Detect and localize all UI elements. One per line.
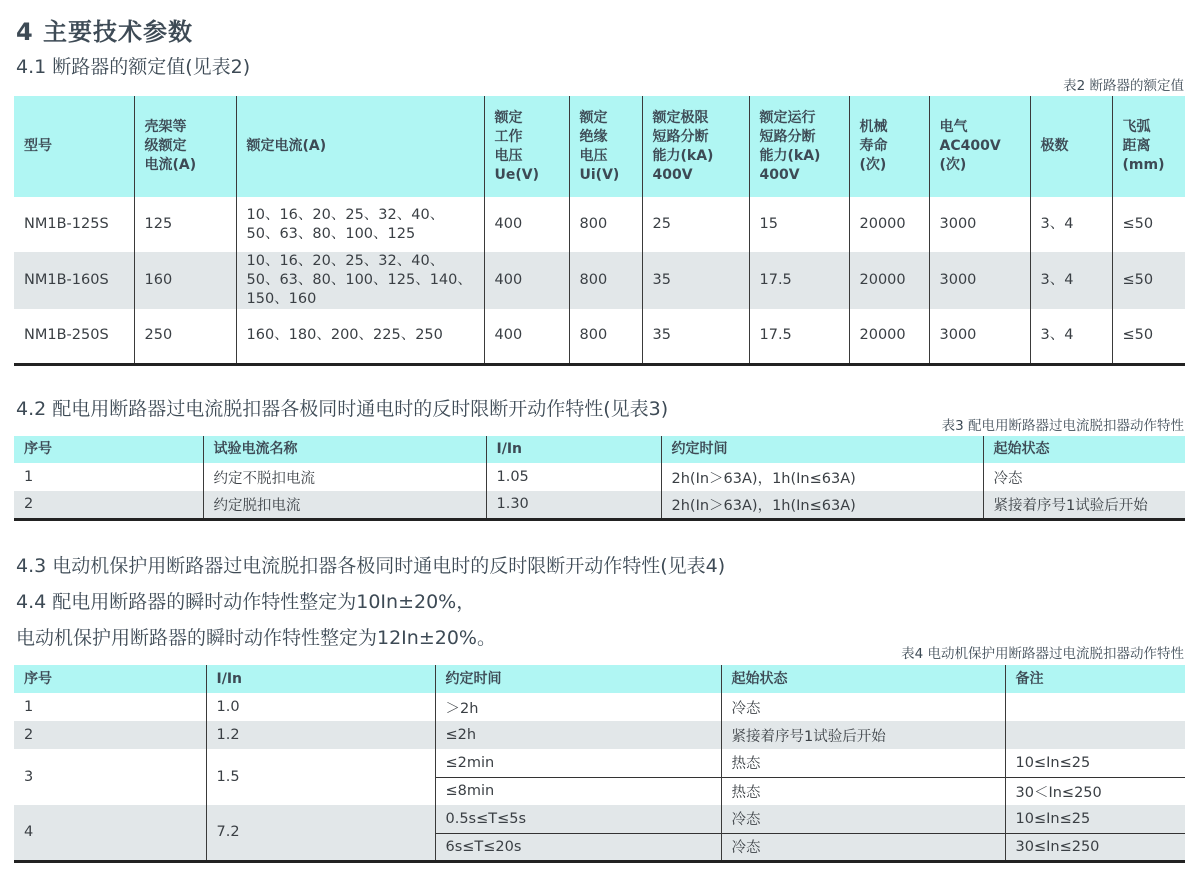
subsection-4-1-title: 4.1 断路器的额定值(见表2) <box>16 56 251 78</box>
header-test-current-name: 试验电流名称 <box>203 436 486 463</box>
cell-frame-current: 160 <box>134 252 236 309</box>
cell-elec-life: 3000 <box>929 252 1030 309</box>
table-row <box>14 463 1185 491</box>
header-initial-state: 起始状态 <box>983 436 1185 463</box>
cell-test-current-name: 约定不脱扣电流 <box>203 463 486 491</box>
table4-header-row <box>14 665 1185 693</box>
cell-ratio: 1.0 <box>206 693 435 721</box>
header-ratio: I/In <box>206 665 435 693</box>
header-model: 型号 <box>14 96 134 197</box>
subsection-4-2-title: 4.2 配电用断路器过电流脱扣器各极同时通电时的反时限断开动作特性(见表3) <box>16 398 669 420</box>
cell-conventional-time: 2h(In＞63A)，1h(In≤63A) <box>661 463 983 491</box>
cell-remark <box>1005 693 1185 721</box>
cell-initial-state: 冷态 <box>721 833 1005 861</box>
cell-ratio: 7.2 <box>206 805 435 861</box>
cell-icu: 35 <box>642 252 749 309</box>
cell-poles: 3、4 <box>1030 252 1112 309</box>
cell-initial-state: 热态 <box>721 749 1005 777</box>
cell-initial-state: 紧接着序号1试验后开始 <box>983 491 1185 519</box>
cell-rated-current: 10、16、20、25、32、40、50、63、80、100、125、140、150、160 <box>236 252 484 309</box>
header-no: 序号 <box>14 665 206 693</box>
cell-no: 2 <box>14 721 206 749</box>
cell-rated-current: 160、180、200、225、250 <box>236 309 484 364</box>
table-row <box>14 805 1185 833</box>
header-icu: 额定极限 短路分断 能力(kA) 400V <box>642 96 749 197</box>
cell-initial-state: 冷态 <box>721 693 1005 721</box>
cell-model: NM1B-125S <box>24 216 109 232</box>
cell-icu: 35 <box>642 309 749 364</box>
cell-conventional-time: ≤2h <box>435 721 721 749</box>
cell-mech-life: 20000 <box>849 309 929 364</box>
cell-conventional-time: 0.5s≤T≤5s <box>435 805 721 833</box>
cell-arc-distance: ≤50 <box>1112 252 1185 309</box>
cell-initial-state: 冷态 <box>983 463 1185 491</box>
cell-ratio: 1.30 <box>486 491 661 519</box>
header-elec-life: 电气 AC400V (次) <box>929 96 1030 197</box>
table-row <box>14 749 1185 777</box>
cell-conventional-time: ＞2h <box>435 693 721 721</box>
cell-ue: 400 <box>484 309 569 364</box>
cell-ics: 15 <box>749 197 849 252</box>
table3-header-row <box>14 436 1185 463</box>
table-row <box>14 252 1185 309</box>
header-ics: 额定运行 短路分断 能力(kA) 400V <box>749 96 849 197</box>
cell-ics: 17.5 <box>749 309 849 364</box>
cell-ue: 400 <box>484 252 569 309</box>
cell-mech-life: 20000 <box>849 252 929 309</box>
cell-remark: 10≤In≤25 <box>1005 805 1185 833</box>
header-conventional-time: 约定时间 <box>435 665 721 693</box>
subsection-4-3-title: 4.3 电动机保护用断路器过电流脱扣器各极同时通电时的反时限断开动作特性(见表4) <box>16 555 726 577</box>
header-frame-current: 壳架等 级额定 电流(A) <box>134 96 236 197</box>
cell-ui: 800 <box>569 309 642 364</box>
cell-elec-life: 3000 <box>929 197 1030 252</box>
header-arc-distance: 飞弧 距离 (mm) <box>1112 96 1185 197</box>
cell-initial-state: 热态 <box>721 777 1005 805</box>
header-poles: 极数 <box>1030 96 1112 197</box>
cell-conventional-time: 2h(In＞63A)，1h(In≤63A) <box>661 491 983 519</box>
header-initial-state: 起始状态 <box>721 665 1005 693</box>
cell-rated-current: 10、16、20、25、32、40、50、63、80、100、125 <box>236 197 484 252</box>
distribution-trip-characteristics-table <box>14 436 1185 521</box>
cell-initial-state: 冷态 <box>721 805 1005 833</box>
cell-test-current-name: 约定脱扣电流 <box>203 491 486 519</box>
table-row <box>14 693 1185 721</box>
cell-arc-distance: ≤50 <box>1112 197 1185 252</box>
table-row <box>14 721 1185 749</box>
subsection-4-4-line2: 电动机保护用断路器的瞬时动作特性整定为12In±20%。 <box>16 627 496 649</box>
header-ratio: I/In <box>486 436 661 463</box>
header-no: 序号 <box>14 436 203 463</box>
cell-remark <box>1005 721 1185 749</box>
cell-no: 3 <box>24 769 34 785</box>
header-mech-life: 机械 寿命 (次) <box>849 96 929 197</box>
header-remark: 备注 <box>1005 665 1185 693</box>
cell-conventional-time: ≤2min <box>435 749 721 777</box>
cell-no: 1 <box>24 469 34 485</box>
header-conventional-time: 约定时间 <box>661 436 983 463</box>
cell-no: 2 <box>14 491 203 519</box>
cell-remark: 30＜In≤250 <box>1005 777 1185 805</box>
table2-header-row <box>14 96 1185 197</box>
cell-model: NM1B-160S <box>14 252 134 309</box>
cell-conventional-time: 6s≤T≤20s <box>435 833 721 861</box>
cell-mech-life: 20000 <box>849 197 929 252</box>
cell-ue: 400 <box>484 197 569 252</box>
cell-ratio: 1.05 <box>486 463 661 491</box>
cell-icu: 25 <box>642 197 749 252</box>
cell-ics: 17.5 <box>749 252 849 309</box>
cell-ui: 800 <box>569 197 642 252</box>
header-rated-current: 额定电流(A) <box>236 96 484 197</box>
motor-trip-characteristics-table <box>14 665 1185 863</box>
header-ui: 额定 绝缘 电压 Ui(V) <box>569 96 642 197</box>
table3-caption: 表3 配电用断路器过电流脱扣器动作特性 <box>941 418 1184 434</box>
table-row <box>14 197 1185 252</box>
rated-values-table <box>14 96 1185 366</box>
cell-arc-distance: ≤50 <box>1112 309 1185 364</box>
cell-ui: 800 <box>569 252 642 309</box>
table4-caption: 表4 电动机保护用断路器过电流脱扣器动作特性 <box>901 646 1184 662</box>
subsection-4-4-line1: 4.4 配电用断路器的瞬时动作特性整定为10In±20%， <box>16 591 476 613</box>
cell-model: NM1B-250S <box>24 327 109 344</box>
cell-remark: 10≤In≤25 <box>1005 749 1185 777</box>
cell-frame-current: 250 <box>134 309 236 364</box>
header-ue: 额定 工作 电压 Ue(V) <box>484 96 569 197</box>
cell-conventional-time: ≤8min <box>435 777 721 805</box>
cell-poles: 3、4 <box>1030 309 1112 364</box>
section-title: 4 主要技术参数 <box>16 18 194 46</box>
cell-poles: 3、4 <box>1030 197 1112 252</box>
cell-elec-life: 3000 <box>929 309 1030 364</box>
cell-no: 4 <box>14 805 206 861</box>
cell-frame-current: 125 <box>134 197 236 252</box>
cell-no: 1 <box>24 699 34 715</box>
table2-caption: 表2 断路器的额定值 <box>1063 78 1184 94</box>
cell-remark: 30≤In≤250 <box>1005 833 1185 861</box>
table-row <box>14 491 1185 519</box>
cell-ratio: 1.2 <box>206 721 435 749</box>
table-row <box>14 309 1185 364</box>
cell-initial-state: 紧接着序号1试验后开始 <box>721 721 1005 749</box>
cell-ratio: 1.5 <box>206 749 435 805</box>
